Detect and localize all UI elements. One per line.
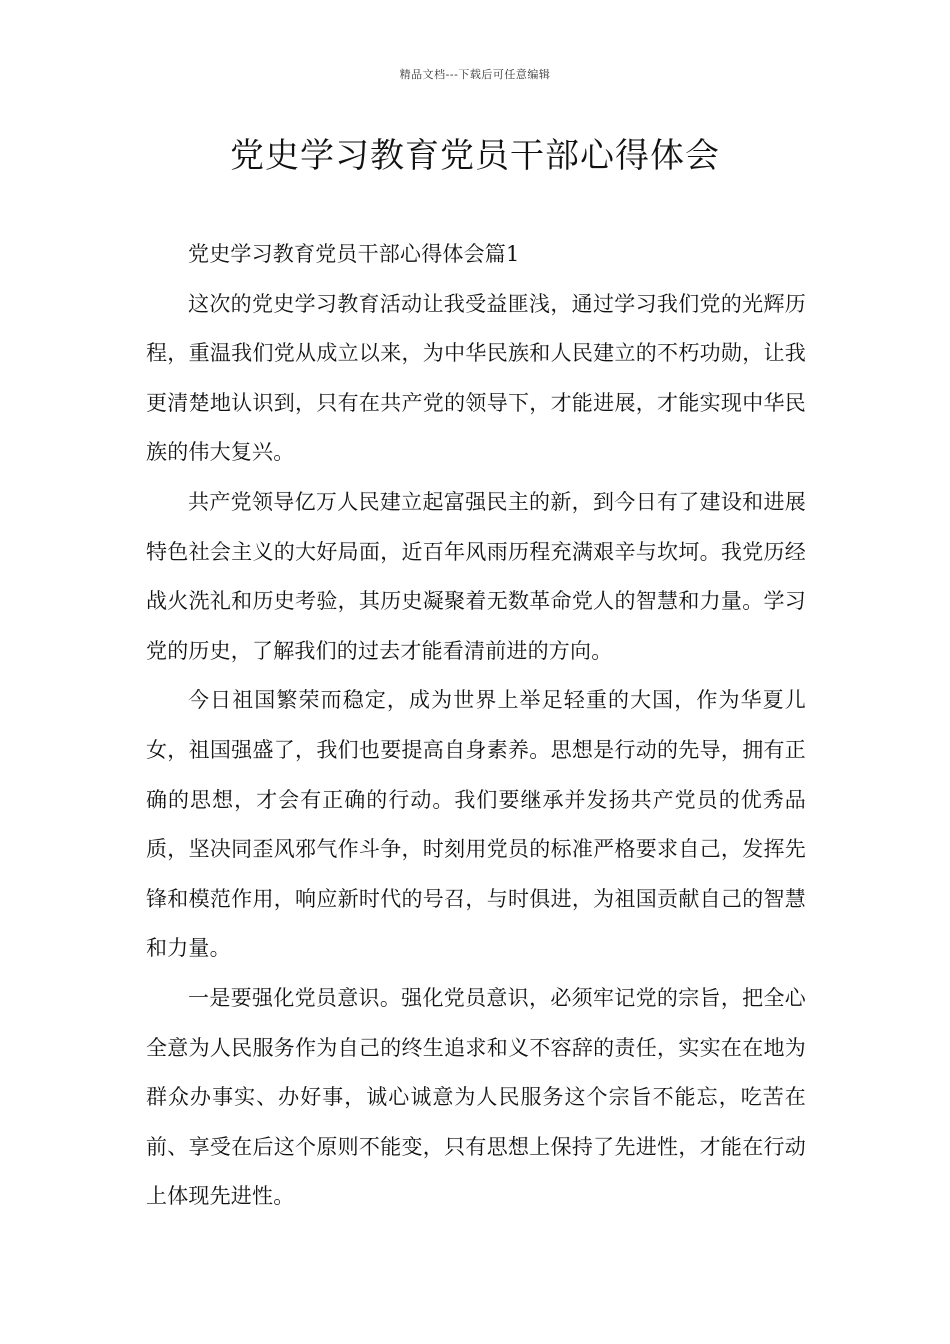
- body-paragraph: 今日祖国繁荣而稳定，成为世界上举足轻重的大国，作为华夏儿女，祖国强盛了，我们也要提高自身素养。思想是行动的先导，拥有正确的思想，才会有正确的行动。我们要继承并发扬共产党员的优秀品质，坚决同歪风邪气作斗争，时刻用党员的标准严格要求自己，发挥先锋和模范作用，响应新时代的号召，与时俱进，为祖国贡献自己的智慧和力量。: [146, 688, 806, 961]
- header-note: 精品文档---下载后可任意编辑: [399, 68, 551, 81]
- body-paragraph: 这次的党史学习教育活动让我受益匪浅，通过学习我们党的光辉历程，重温我们党从成立以来，为中华民族和人民建立的不朽功勋，让我更清楚地认识到，只有在共产党的领导下，才能进展，才能实现中华民族的伟大复兴。: [146, 291, 806, 465]
- body-paragraph: 一是要强化党员意识。强化党员意识，必须牢记党的宗旨，把全心全意为人民服务作为自己的终生追求和义不容辞的责任，实实在在地为群众办事实、办好事，诚心诚意为人民服务这个宗旨不能忘，吃苦在前、享受在后这个原则不能变，只有思想上保持了先进性，才能在行动上体现先进性。: [146, 985, 806, 1209]
- section-heading: 党史学习教育党员干部心得体会篇1: [188, 242, 520, 266]
- document-title: 党史学习教育党员干部心得体会: [230, 136, 720, 176]
- body-paragraph: 共产党领导亿万人民建立起富强民主的新，到今日有了建设和进展特色社会主义的大好局面，近百年风雨历程充满艰辛与坎坷。我党历经战火洗礼和历史考验，其历史凝聚着无数革命党人的智慧和力量。学习党的历史，了解我们的过去才能看清前进的方向。: [146, 489, 806, 663]
- document-body: [146, 230, 806, 1222]
